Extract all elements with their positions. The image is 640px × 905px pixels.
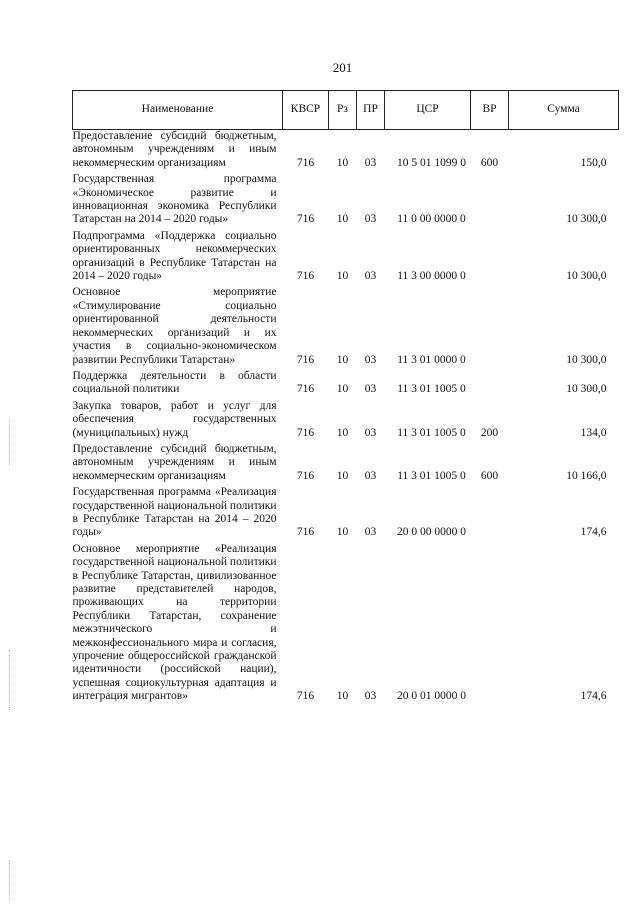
row-csr: 20 0 00 0000 0 (397, 526, 466, 539)
row-pr: 03 (364, 526, 377, 539)
row-pr: 03 (364, 353, 377, 366)
row-vr (471, 286, 509, 369)
row-sum: 150,0 (580, 156, 607, 169)
row-kvsr: 716 (296, 383, 315, 396)
row-vr: 600 (480, 156, 499, 169)
row-csr: 20 0 01 0000 0 (397, 690, 466, 703)
row-kvsr: 716 (296, 690, 315, 703)
row-pr: 03 (364, 213, 377, 226)
row-sum: 10 300,0 (566, 213, 607, 226)
row-sum: 10 166,0 (566, 469, 607, 482)
row-pr: 03 (364, 426, 377, 439)
header-rz: Рз (329, 91, 357, 130)
row-name: Государственная программа «Реализация государственной национальной политики в Республике Татарстан на 2014 – 2020 годы» (72, 486, 277, 539)
table-row (73, 130, 619, 174)
table-row (73, 443, 619, 486)
budget-table (72, 90, 619, 707)
row-rz: 10 (336, 690, 349, 703)
row-csr: 11 3 01 0000 0 (397, 353, 466, 366)
row-pr: 03 (364, 156, 377, 169)
table-row (73, 370, 619, 400)
header-csr: ЦСР (385, 91, 471, 130)
row-rz: 10 (336, 426, 349, 439)
row-rz: 10 (336, 469, 349, 482)
row-sum: 134,0 (580, 426, 607, 439)
row-rz: 10 (336, 526, 349, 539)
row-name: Основное мероприятие «Реализация государственной национальной политики в Республике Татарстан, цивилизованное развитие представителей народов, проживающих на территории Республики Татарстан, сохранение межэтнического и межконфессионального мира и согласия, упрочение общероссийской гражданской идентичности (российской нации), успешная социокультурная адаптация и интеграция мигрантов» (72, 542, 277, 703)
table-row (73, 173, 619, 230)
row-vr: 600 (480, 469, 499, 482)
row-sum: 174,6 (580, 526, 607, 539)
table-row (73, 486, 619, 543)
row-name: Государственная программа «Экономическое развитие и инновационная экономика Республики Татарстан на 2014 – 2020 годы» (72, 173, 277, 226)
row-vr (471, 486, 509, 543)
page-number: 201 (332, 60, 353, 75)
row-kvsr: 716 (296, 156, 315, 169)
row-name: Поддержка деятельности в области социальной политики (72, 369, 277, 396)
table-row (73, 543, 619, 707)
row-sum: 10 300,0 (566, 383, 607, 396)
row-vr (471, 230, 509, 287)
row-vr: 200 (480, 426, 499, 439)
row-pr: 03 (364, 383, 377, 396)
row-rz: 10 (336, 270, 349, 283)
header-sum: Сумма (509, 91, 619, 130)
row-rz: 10 (336, 353, 349, 366)
row-pr: 03 (364, 270, 377, 283)
header-pr: ПР (357, 91, 385, 130)
row-name: Предоставление субсидий бюджетным, автономным учреждениям и иным некоммерческим организациям (72, 442, 277, 482)
scan-artifact (9, 650, 11, 710)
row-kvsr: 716 (296, 270, 315, 283)
row-name: Закупка товаров, работ и услуг для обеспечения государственных (муниципальных) нужд (72, 399, 277, 439)
row-csr: 10 5 01 1099 0 (397, 156, 466, 169)
row-rz: 10 (336, 383, 349, 396)
row-kvsr: 716 (296, 469, 315, 482)
header-kvsr: КВСР (283, 91, 329, 130)
row-rz: 10 (336, 156, 349, 169)
scan-artifact (9, 860, 11, 900)
row-name: Основное мероприятие «Стимулирование социально ориентированной деятельности некоммерческих организаций и их участия в социально-экономическом развитии Республики Татарстан» (72, 286, 277, 366)
row-csr: 11 3 01 1005 0 (397, 426, 466, 439)
table-row (73, 286, 619, 369)
row-pr: 03 (364, 469, 377, 482)
row-csr: 11 3 00 0000 0 (397, 270, 466, 283)
table-header-row (73, 91, 619, 130)
row-vr (471, 543, 509, 707)
row-sum: 10 300,0 (566, 270, 607, 283)
row-name: Предоставление субсидий бюджетным, автономным учреждениям и иным некоммерческим организациям (72, 130, 277, 169)
row-rz: 10 (336, 213, 349, 226)
row-vr (471, 173, 509, 230)
header-name: Наименование (73, 91, 283, 130)
table-row (73, 400, 619, 443)
row-kvsr: 716 (296, 213, 315, 226)
row-name: Подпрограмма «Поддержка социально ориентированных некоммерческих организаций в Республике Татарстан на 2014 – 2020 годы» (72, 229, 277, 283)
row-sum: 174,6 (580, 690, 607, 703)
table-row (73, 230, 619, 287)
row-kvsr: 716 (296, 353, 315, 366)
row-kvsr: 716 (296, 526, 315, 539)
row-pr: 03 (364, 690, 377, 703)
row-csr: 11 3 01 1005 0 (397, 469, 466, 482)
row-csr: 11 0 00 0000 0 (397, 213, 466, 226)
header-vr: ВР (471, 91, 509, 130)
row-vr (471, 370, 509, 400)
row-sum: 10 300,0 (566, 353, 607, 366)
row-kvsr: 716 (296, 426, 315, 439)
scan-artifact (9, 420, 11, 465)
row-csr: 11 3 01 1005 0 (397, 383, 466, 396)
